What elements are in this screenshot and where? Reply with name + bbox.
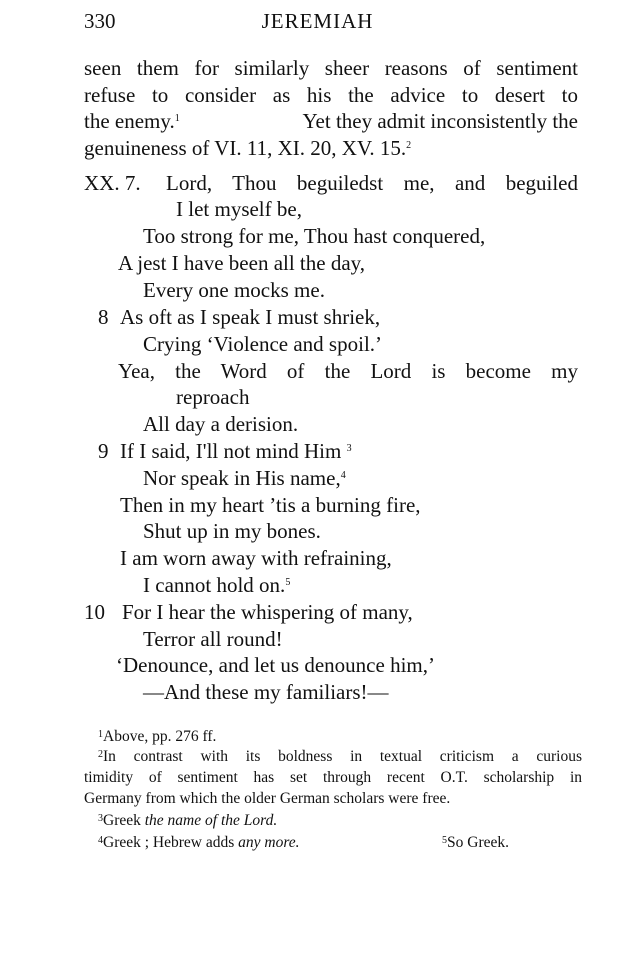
- poem-line: I let myself be,: [176, 197, 302, 221]
- poem-line: All day a derision.: [143, 412, 299, 436]
- footnote-2: [98, 747, 582, 767]
- footnote-ref: 1: [174, 113, 180, 124]
- poem-line: Terror all round!: [143, 627, 283, 651]
- poem-line: [143, 465, 346, 491]
- footnote-ref: 3: [346, 443, 352, 454]
- footnote-text: Greek: [103, 812, 141, 829]
- verse-number: 10: [84, 600, 105, 624]
- footnote-5: [442, 833, 509, 853]
- page-number: 330: [84, 9, 116, 33]
- body-line: Yet they admit inconsistently the: [302, 109, 578, 133]
- footnote-mark: 5: [442, 835, 447, 846]
- poem-line: For I hear the whispering of many,: [122, 600, 413, 624]
- poem-line: Lord, Thou beguiledst me, and beguiled: [166, 171, 578, 195]
- poem-line: ‘Denounce, and let us denounce him,’: [116, 653, 435, 677]
- poem-text: If I said, I'll not mind Him: [120, 439, 342, 463]
- poem-line: Too strong for me, Thou hast conquered,: [143, 224, 486, 248]
- verse-number: 8: [98, 305, 109, 329]
- footnote-italic: the name of the Lord.: [144, 812, 278, 829]
- footnote-ref: 2: [406, 140, 412, 151]
- footnote-text: So Greek.: [447, 834, 509, 851]
- poem-line: reproach: [176, 385, 250, 409]
- poem-text: Nor speak in His name,: [143, 466, 341, 490]
- footnote-4: [98, 833, 300, 853]
- body-line: [84, 135, 411, 161]
- poem-line: Every one mocks me.: [143, 278, 325, 302]
- poem-text: I cannot hold on.: [143, 573, 286, 597]
- footnote-3: [98, 811, 277, 831]
- body-line: seen them for similarly sheer reasons of sentiment: [84, 56, 578, 80]
- footnote-2-line: Germany from which the older German scholars were free.: [84, 790, 451, 807]
- poem-line: —And these my familiars!—: [143, 680, 389, 704]
- body-text: the enemy.: [84, 109, 175, 133]
- footnote-2-line: timidity of sentiment has set through recent O.T. scholarship in: [84, 769, 582, 786]
- footnote-mark: 2: [98, 749, 103, 760]
- verse-number: 9: [98, 439, 109, 463]
- poem-line: Shut up in my bones.: [143, 519, 321, 543]
- footnote-text: Greek ; Hebrew adds: [103, 834, 235, 851]
- footnote-ref: 4: [340, 470, 346, 481]
- footnote-italic: any more.: [238, 834, 300, 851]
- poem-line: Yea, the Word of the Lord is become my: [118, 359, 578, 383]
- footnote-mark: 4: [98, 835, 103, 846]
- poem-line: As oft as I speak I must shriek,: [120, 305, 381, 329]
- body-line: [84, 108, 180, 134]
- poem-line: I am worn away with refraining,: [120, 546, 392, 570]
- footnote-text: In contrast with its boldness in textual criticism a curious: [103, 748, 582, 765]
- poem-line: Crying ‘Violence and spoil.’: [143, 332, 383, 356]
- body-line: refuse to consider as his the advice to desert to: [84, 83, 578, 107]
- body-text: genuineness of VI. 11, XI. 20, XV. 15.: [84, 136, 407, 160]
- footnote-1: [98, 727, 216, 747]
- footnote-ref: 5: [285, 577, 291, 588]
- footnote-mark: 1: [98, 729, 103, 740]
- poem-line: A jest I have been all the day,: [118, 251, 366, 275]
- poem-line: Then in my heart ’tis a burning fire,: [120, 493, 421, 517]
- footnote-mark: 3: [98, 813, 103, 824]
- running-head: JEREMIAH: [261, 9, 374, 33]
- poem-line: [143, 572, 290, 598]
- chapter-verse-label: XX. 7.: [84, 171, 141, 195]
- poem-line: [120, 438, 352, 464]
- footnote-text: Above, pp. 276 ff.: [103, 728, 217, 745]
